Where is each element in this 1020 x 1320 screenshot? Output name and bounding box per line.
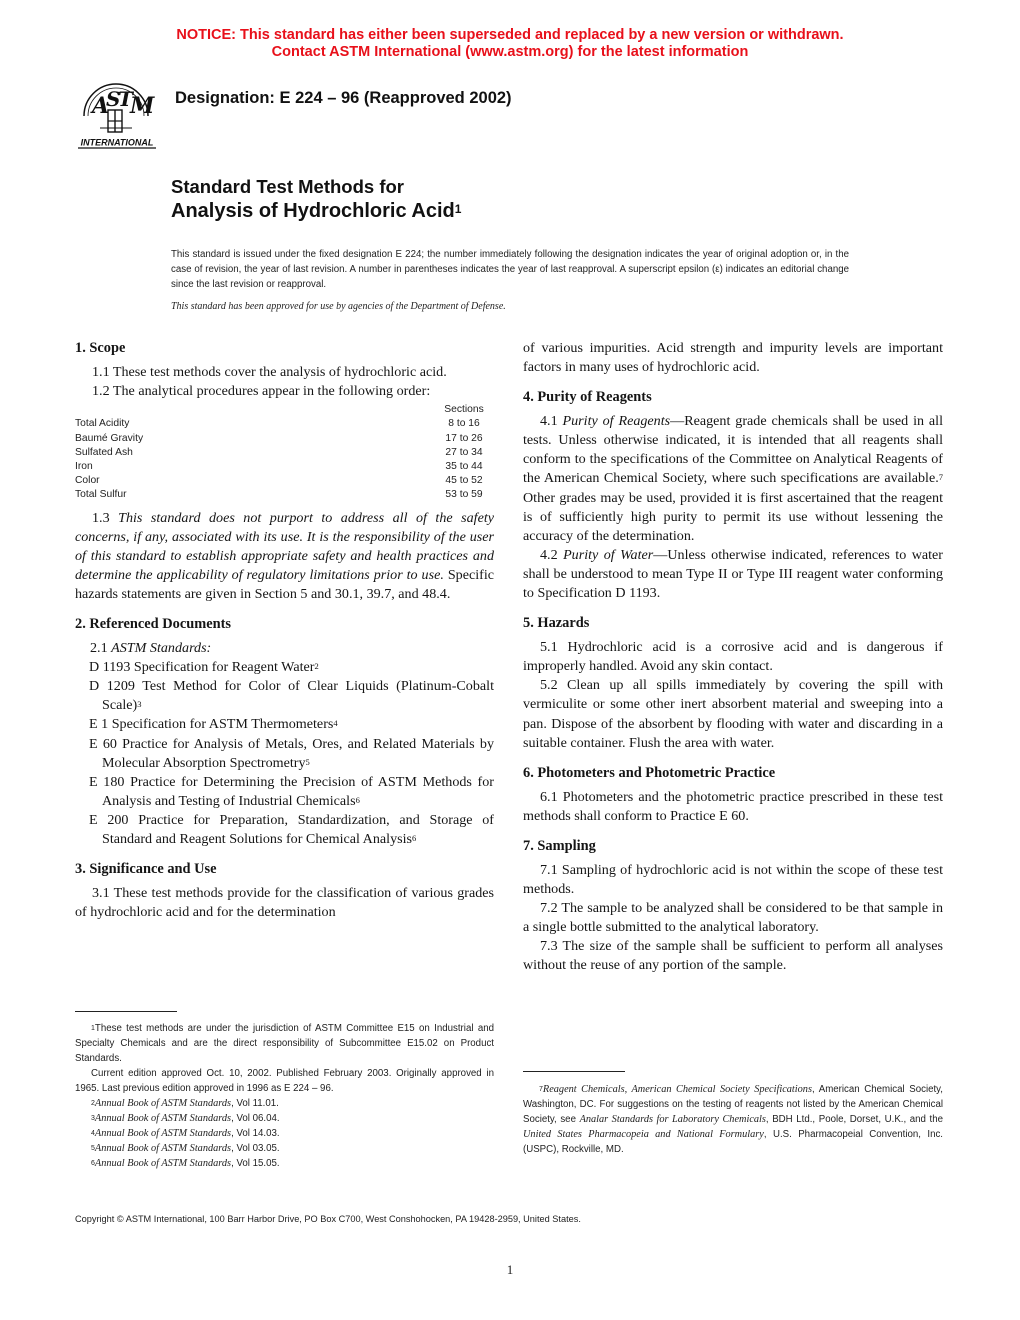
footnote-text: These test methods are under the jurisdiction of ASTM Committee E15 on Industrial and Specialty Chemicals and are the direct responsibility of Subcommittee E15.02 on Product Standards. (75, 1023, 494, 1064)
footnote (75, 1126, 494, 1141)
table-cell: Baumé Gravity (75, 432, 144, 444)
table-row (75, 460, 494, 474)
footnote-rule (75, 1011, 177, 1012)
table-header-sections: Sections (444, 404, 484, 416)
table-cell: 8 to 16 (448, 418, 480, 430)
footnote (75, 1156, 494, 1171)
footnote-text: , Vol 11.01. (231, 1098, 279, 1109)
footnote-number: 7 (539, 1086, 543, 1093)
paragraph-number: 4.1 (540, 413, 558, 430)
paragraph: of various impurities. Acid strength and impurity levels are important factors in many uses of hydrochloric acid. (523, 340, 943, 376)
designation: Designation: E 224 – 96 (Reapproved 2002) (175, 89, 512, 107)
sections-table (75, 403, 494, 502)
table-cell: 17 to 26 (445, 432, 483, 444)
table-cell: Sulfated Ash (75, 446, 133, 458)
paragraph-text: —Unless otherwise indicated, references to water shall be understood to mean Type II or Type III reagent water conforming to Specification D 1193. (523, 546, 943, 602)
reference-text: D 1193 Specification for Reagent Water (89, 659, 315, 676)
footnote-italic: Analar Standards for Laboratory Chemicals (579, 1114, 766, 1125)
table-cell: Total Sulfur (75, 489, 127, 501)
paragraph-number: 2.1 (90, 640, 108, 657)
section-heading: 5. Hazards (523, 615, 590, 632)
footnote-ref: 2 (314, 661, 319, 672)
footnote-italic: Annual Book of ASTM Standards (94, 1143, 232, 1154)
svg-text:M: M (130, 93, 155, 119)
paragraph-italic: Purity of Reagents (562, 413, 671, 430)
footnote-ref: 6 (355, 794, 360, 805)
footnote: Current edition approved Oct. 10, 2002. Published February 2003. Originally approved in 1965. Last previous edition approved in 1996 as E 224 – 96. (75, 1068, 494, 1094)
paragraph: 1.2 The analytical procedures appear in the following order: (92, 383, 431, 400)
footnotes-left (75, 1021, 494, 1171)
footnotes-right (523, 1082, 943, 1157)
table-cell: 35 to 44 (445, 461, 483, 472)
reference-item (75, 715, 494, 734)
paragraph: 5.1 Hydrochloric acid is a corrosive acid and is dangerous if improperly handled. Avoid any skin contact. (523, 639, 943, 675)
table-cell: 53 to 59 (445, 489, 483, 501)
footnote-italic: Reagent Chemicals, American Chemical Society Specifications (542, 1084, 812, 1095)
paragraph-italic: This standard does not purport to address all of the safety concerns, if any, associated with its use. It is the responsibility of the user of this standard to establish appropriate safety and health practices and determine the applicability of regulatory limitations prior to use. (75, 509, 494, 583)
reference-text: E 1 Specification for ASTM Thermometers (89, 716, 334, 733)
page-number: 1 (506, 1262, 514, 1277)
svg-text:T: T (118, 87, 133, 111)
paragraph: 7.1 Sampling of hydrochloric acid is not within the scope of these test methods. (523, 861, 943, 897)
title-line-2-text: Analysis of Hydrochloric Acid (171, 200, 455, 222)
footnote (75, 1096, 494, 1111)
paragraph (523, 546, 943, 603)
paragraph (75, 639, 494, 658)
reference-item (75, 677, 494, 715)
footnote-text: , American Chemical Society, Washington, DC. For suggestions on the testing of reagents not listed by the American Chemical Society, see (523, 1084, 943, 1125)
reference-item (75, 735, 494, 773)
reference-item (75, 811, 494, 849)
svg-text:S: S (106, 87, 121, 111)
title-line-1: Standard Test Methods for (171, 176, 404, 197)
title-line-2 (171, 198, 461, 224)
footnote-rule (523, 1071, 625, 1072)
logo-text: INTERNATIONAL (80, 137, 154, 148)
reference-text: D 1209 Test Method for Color of Clear Liquids (Platinum-Cobalt Scale) (89, 678, 494, 714)
footnote-number: 4 (91, 1130, 95, 1137)
title-footnote-ref: 1 (454, 202, 462, 216)
paragraph-number: 1.3 (92, 509, 110, 526)
reference-item (75, 773, 494, 811)
supersede-notice (0, 27, 1020, 61)
dod-approval: This standard has been approved for use by agencies of the Department of Defense. (171, 301, 506, 312)
astm-logo-icon (74, 76, 160, 150)
table-row (75, 488, 494, 502)
footnote-text: , Vol 03.05. (231, 1143, 280, 1154)
notice-line-1: NOTICE: This standard has either been superseded and replaced by a new version or withdrawn. (176, 27, 844, 43)
table-cell: Iron (75, 461, 93, 472)
footnote-number: 3 (91, 1115, 95, 1122)
section-heading: 2. Referenced Documents (75, 616, 231, 633)
footnote-italic: United States Pharmacopeia and National Formulary (523, 1129, 764, 1140)
paragraph-italic: Purity of Water (563, 546, 654, 563)
footnote (75, 1111, 494, 1126)
table-row (75, 417, 494, 431)
table-cell: Total Acidity (75, 418, 130, 430)
left-column (75, 339, 494, 922)
table-cell: 45 to 52 (445, 475, 483, 487)
table-row (75, 474, 494, 488)
footnote-text: , U.S. Pharmacopeial Convention, Inc. (USPC), Rockville, MD. (523, 1129, 943, 1155)
paragraph: 7.2 The sample to be analyzed shall be considered to be that sample in a single bottle submitted to the analytical laboratory. (523, 900, 943, 936)
footnote-italic: Annual Book of ASTM Standards (94, 1098, 232, 1109)
footnote-number: 1 (91, 1025, 95, 1032)
footnote-ref: 5 (305, 756, 310, 767)
footnote-text: , Vol 14.03. (231, 1128, 280, 1139)
paragraph-text: —Reagent grade chemicals shall be used in all tests. Unless otherwise indicated, it is intended that all reagents shall conform to the specifications of the Committee on Analytical Reagents of the American Chemical Society, where such specifications are available. (523, 413, 943, 487)
paragraph: 1.1 These test methods cover the analysis of hydrochloric acid. (92, 364, 447, 380)
footnote-ref: 4 (333, 718, 338, 729)
table-row (75, 432, 494, 446)
paragraph: 5.2 Clean up all spills immediately by covering the spill with vermiculite or some other inert absorbent material and sweeping into a pan. Dispose of the absorbent by flooding with water and discarding in a suitable container. Flush the area with water. (523, 677, 943, 751)
footnote-number: 2 (91, 1100, 95, 1107)
footnote-number: 6 (91, 1160, 95, 1167)
reference-item (75, 658, 494, 677)
footnote-italic: Annual Book of ASTM Standards (94, 1128, 232, 1139)
section-heading: 6. Photometers and Photometric Practice (523, 764, 776, 781)
paragraph-text: Other grades may be used, provided it is first ascertained that the reagent is of sufficiently high purity to permit its use without lessening the accuracy of the determination. (523, 489, 943, 544)
right-column (523, 339, 943, 975)
footnote-number: 5 (91, 1145, 95, 1152)
svg-text:A: A (92, 93, 110, 119)
document-title (171, 176, 461, 224)
footnote-text: , Vol 15.05. (231, 1158, 280, 1169)
footnote-italic: Annual Book of ASTM Standards (94, 1113, 232, 1124)
footnote-italic: Annual Book of ASTM Standards (94, 1158, 232, 1169)
reference-text: E 180 Practice for Determining the Precision of ASTM Methods for Analysis and Testing of Industrial Chemicals (89, 773, 494, 809)
reference-text: E 60 Practice for Analysis of Metals, Ores, and Related Materials by Molecular Absorption Spectrometry (89, 735, 494, 771)
footnote (75, 1021, 494, 1066)
paragraph: 6.1 Photometers and the photometric practice prescribed in these test methods shall conform to Practice E 60. (523, 788, 943, 824)
paragraph-italic: ASTM Standards: (111, 640, 212, 657)
footnote-ref: 3 (137, 699, 142, 710)
paragraph-number: 4.2 (540, 546, 558, 563)
paragraph-text: Specific hazards statements are given in Section 5 and 30.1, 39.7, and 48.4. (75, 566, 494, 602)
section-heading: 3. Significance and Use (75, 861, 217, 878)
footnote-ref: 7 (938, 472, 943, 483)
paragraph (75, 509, 494, 604)
footnote-ref: 6 (412, 833, 417, 844)
reference-text: E 200 Practice for Preparation, Standardization, and Storage of Standard and Reagent Solutions for Chemical Analysis (89, 811, 494, 848)
section-heading: 1. Scope (75, 340, 126, 356)
paragraph: 7.3 The size of the sample shall be sufficient to perform all analyses without the reuse of any portion of the sample. (523, 938, 943, 974)
footnote (523, 1082, 943, 1157)
table-cell: Color (75, 475, 100, 487)
paragraph (523, 412, 943, 546)
section-heading: 4. Purity of Reagents (523, 389, 652, 406)
table-cell: 27 to 34 (445, 446, 483, 458)
preamble: This standard is issued under the fixed designation E 224; the number immediately following the designation indicates the year of original adoption or, in the case of revision, the year of last revision. A number in parentheses indicates the year of last reapproval. A superscript epsilon (ε) indicates an editorial change since the last revision or reapproval. (171, 249, 849, 290)
section-heading: 7. Sampling (523, 837, 596, 854)
footnote-text: , Vol 06.04. (231, 1113, 280, 1124)
footnote (75, 1141, 494, 1156)
table-row (75, 446, 494, 460)
notice-line-2: Contact ASTM International (www.astm.org) for the latest information (271, 44, 749, 60)
footnote-text: , BDH Ltd., Poole, Dorset, U.K., and the (765, 1114, 943, 1125)
table-header (75, 403, 494, 417)
paragraph: 3.1 These test methods provide for the classification of various grades of hydrochloric acid and for the determination (75, 885, 494, 921)
copyright: Copyright © ASTM International, 100 Barr Harbor Drive, PO Box C700, West Conshohocken, PA 19428-2959, United States. (75, 1214, 581, 1224)
